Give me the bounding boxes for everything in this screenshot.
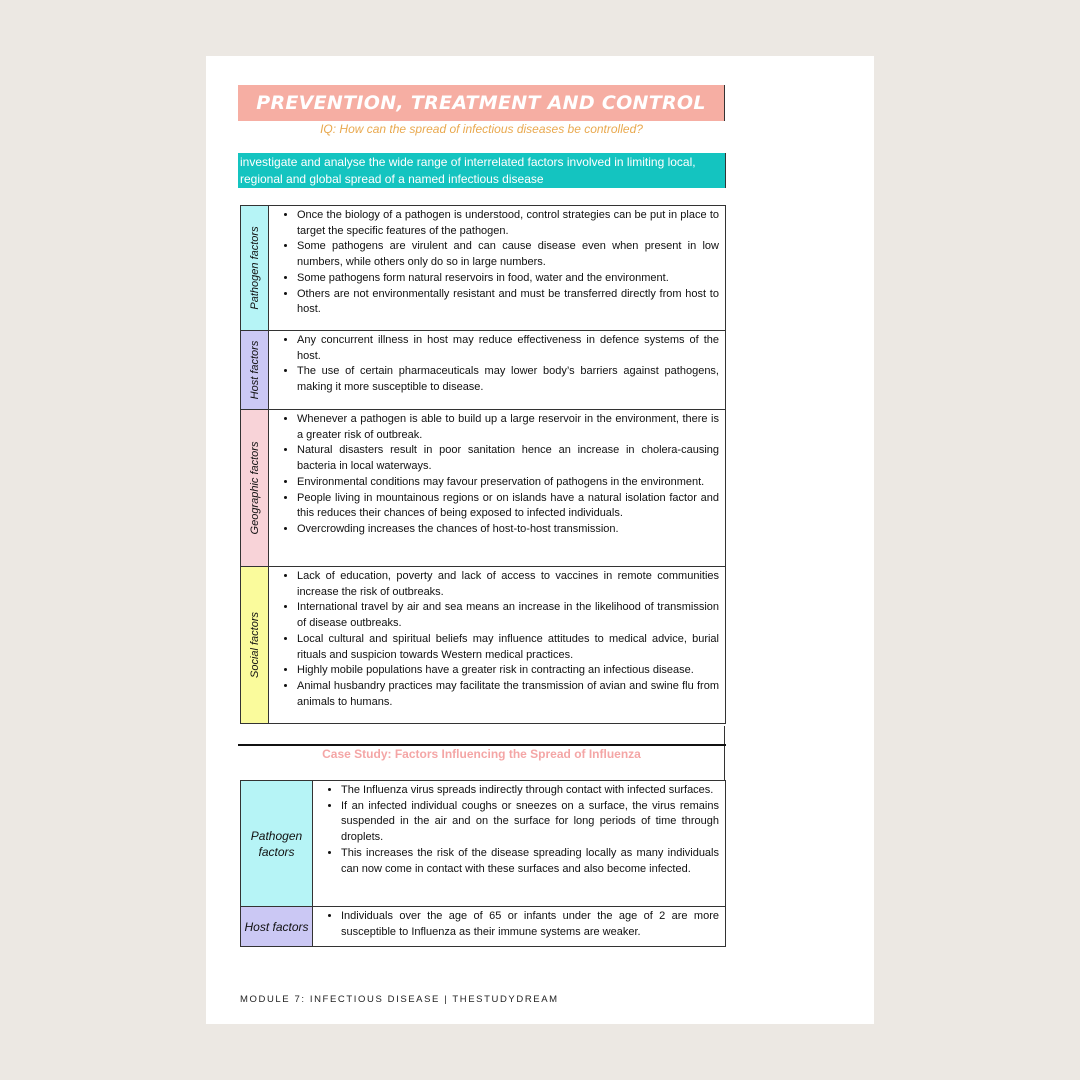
case-study-label: Pathogen factors: [241, 781, 313, 907]
factor-label-cell: [241, 331, 269, 410]
factor-content-cell: [269, 331, 726, 410]
bullet-item: • Others are not environmentally resistant and must be transferred directly from host to host.: [297, 287, 719, 318]
factor-row: [241, 410, 726, 567]
factor-label-cell: [241, 567, 269, 724]
factor-label-cell: [241, 410, 269, 567]
case-study-row: [241, 907, 726, 947]
case-study-title: Case Study: Factors Influencing the Spread of Influenza: [322, 747, 641, 761]
case-study-table: [240, 780, 726, 947]
factor-row: [241, 331, 726, 410]
bullet-list: [313, 907, 725, 943]
factor-label: Social factors: [248, 611, 261, 679]
factor-row: [241, 206, 726, 331]
factor-label: Host factors: [248, 340, 261, 400]
factor-row: [241, 567, 726, 724]
bullet-list: [269, 206, 725, 321]
bullet-item: • Some pathogens are virulent and can cause disease even when present in low numbers, while others only do so in large numbers.: [297, 239, 719, 270]
bullet-item: • Any concurrent illness in host may reduce effectiveness in defence systems of the host.: [297, 333, 719, 364]
factor-content-cell: [269, 567, 726, 724]
bullet-list: [269, 567, 725, 713]
document-page: [206, 56, 874, 1024]
page-footer: MODULE 7: INFECTIOUS DISEASE | THESTUDYDREAM: [240, 994, 559, 1005]
factor-content-cell: [269, 206, 726, 331]
section-divider: [238, 744, 726, 746]
factor-content-cell: [269, 410, 726, 567]
bullet-list: [269, 410, 725, 541]
factor-label: Pathogen factors: [248, 226, 261, 310]
bullet-item: • Individuals over the age of 65 or infants under the age of 2 are more susceptible to Influenza as their immune systems are weaker.: [341, 909, 719, 940]
bullet-item: • If an infected individual coughs or sneezes on a surface, the virus remains suspended in the air and on the surface for long periods of time through droplets.: [341, 799, 719, 846]
bullet-item: • Overcrowding increases the chances of host-to-host transmission.: [297, 522, 719, 538]
bullet-item: • This increases the risk of the disease spreading locally as many individuals can now come in contact with these surfaces and also become infected.: [341, 846, 719, 877]
bullet-list: [313, 781, 725, 880]
factors-table: [240, 205, 726, 724]
case-study-row: [241, 781, 726, 907]
factor-label: Geographic factors: [248, 441, 261, 535]
bullet-item: • Lack of education, poverty and lack of access to vaccines in remote communities increase the risk of outbreaks.: [297, 569, 719, 600]
bullet-list: [269, 331, 725, 399]
case-study-label: Host factors: [241, 907, 313, 947]
bullet-item: • Local cultural and spiritual beliefs may influence attitudes to medical advice, burial rituals and suspicion towards Western medical practices.: [297, 632, 719, 663]
bullet-item: • Environmental conditions may favour preservation of pathogens in the environment.: [297, 475, 719, 491]
bullet-item: • Whenever a pathogen is able to build up a large reservoir in the environment, there is a greater risk of outbreak.: [297, 412, 719, 443]
bullet-item: • The use of certain pharmaceuticals may lower body’s barriers against pathogens, making it more susceptible to disease.: [297, 364, 719, 395]
case-study-content-cell: [313, 907, 726, 947]
bullet-item: • Highly mobile populations have a greater risk in contracting an infectious disease.: [297, 663, 719, 679]
bullet-item: • People living in mountainous regions or on islands have a natural isolation factor and this reduces their chances of being exposed to infected individuals.: [297, 491, 719, 522]
bullet-item: • Natural disasters result in poor sanitation hence an increase in cholera-causing bacteria in local waterways.: [297, 443, 719, 474]
case-study-content-cell: [313, 781, 726, 907]
factor-label-cell: [241, 206, 269, 331]
bullet-item: • Once the biology of a pathogen is understood, control strategies can be put in place to target the specific features of the pathogen.: [297, 208, 719, 239]
bullet-item: • International travel by air and sea means an increase in the likelihood of transmission of disease outbreaks.: [297, 600, 719, 631]
page-title: PREVENTION, TREATMENT AND CONTROL: [238, 85, 725, 121]
bullet-item: • Some pathogens form natural reservoirs in food, water and the environment.: [297, 271, 719, 287]
inquiry-question: IQ: How can the spread of infectious diseases be controlled?: [320, 122, 643, 136]
bullet-item: • The Influenza virus spreads indirectly through contact with infected surfaces.: [341, 783, 719, 799]
syllabus-point: investigate and analyse the wide range of interrelated factors involved in limiting local, regional and global spread of a named infectious disease: [238, 153, 726, 188]
bullet-item: • Animal husbandry practices may facilitate the transmission of avian and swine flu from animals to humans.: [297, 679, 719, 710]
